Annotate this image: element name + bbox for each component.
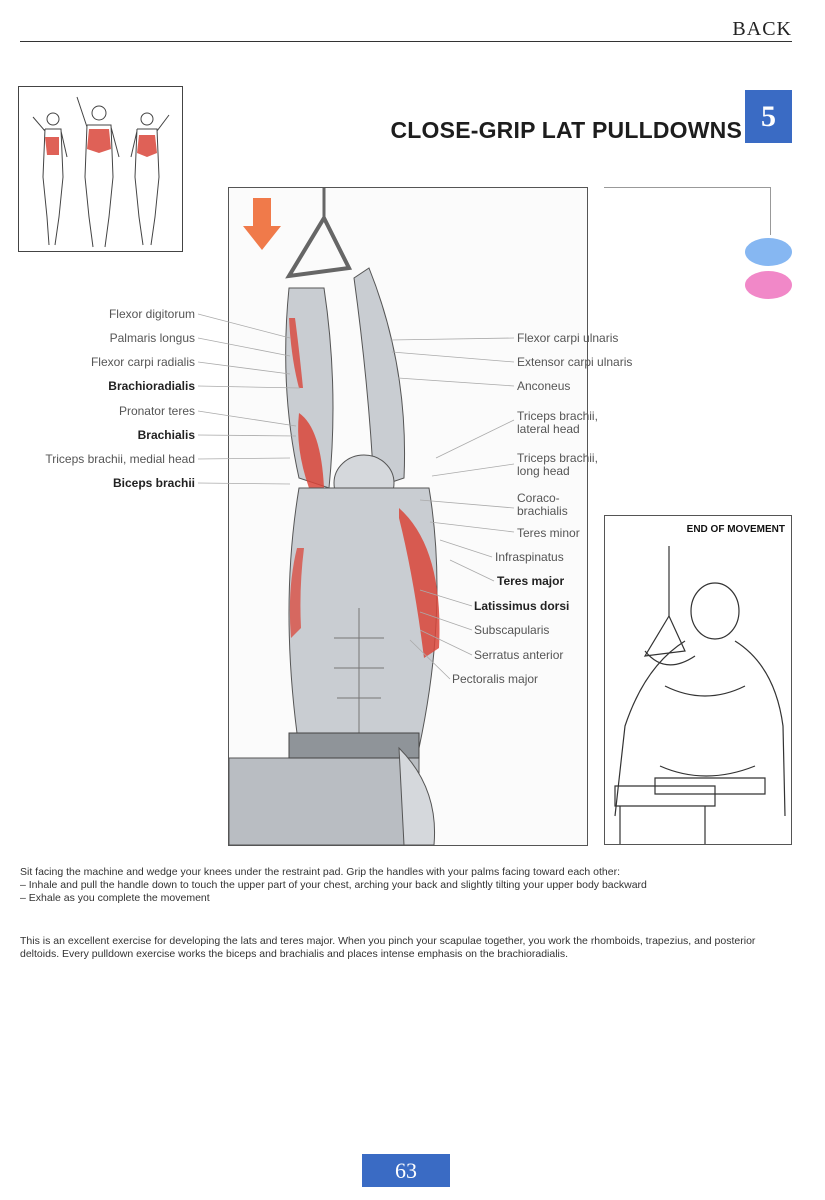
label-extensor-carpi-ulnaris: Extensor carpi ulnaris: [517, 355, 633, 369]
exercise-number-badge: 5: [745, 90, 792, 143]
label-triceps-long-1: Triceps brachii,: [517, 451, 598, 465]
label-coracobrachialis-2: brachialis: [517, 504, 568, 518]
description-paragraph: This is an excellent exercise for developing the lats and teres major. When you pinch your scapulae together, you work the rhomboids, trapezius, and posterior deltoids. Every pulldown exercise works the biceps and brachialis and places intense emphasis on the brachioradialis.: [20, 935, 756, 960]
label-flexor-carpi-ulnaris: Flexor carpi ulnaris: [517, 331, 619, 345]
end-of-movement-inset: [604, 515, 792, 845]
pink-legend-dot: [745, 271, 792, 299]
legend-connector-line: [604, 187, 770, 188]
label-infraspinatus: Infraspinatus: [495, 550, 564, 564]
label-flexor-digitorum: Flexor digitorum: [108, 307, 195, 321]
instruction-line-2: – Inhale and pull the handle down to touch the upper part of your chest, arching your back and slightly tilting your upper body backward: [20, 879, 647, 891]
label-triceps-medial-head: Triceps brachii, medial head: [45, 452, 195, 466]
top-rule: [20, 41, 792, 42]
label-pronator-teres: Pronator teres: [118, 404, 195, 418]
label-serratus-anterior: Serratus anterior: [474, 648, 564, 662]
label-triceps-lateral-1: Triceps brachii,: [517, 409, 598, 423]
page-number: 63: [362, 1154, 450, 1187]
label-triceps-long-2: long head: [517, 464, 570, 478]
label-teres-minor: Teres minor: [517, 526, 580, 540]
label-brachioradialis: Brachioradialis: [108, 379, 195, 393]
instruction-line-3: – Exhale as you complete the movement: [20, 892, 210, 904]
label-latissimus-dorsi: Latissimus dorsi: [474, 599, 570, 613]
label-triceps-lateral-2: lateral head: [517, 422, 580, 436]
label-brachialis: Brachialis: [137, 428, 195, 442]
label-coracobrachialis-1: Coraco-: [517, 491, 560, 505]
label-pectoralis-major: Pectoralis major: [452, 672, 539, 686]
exercise-title: CLOSE-GRIP LAT PULLDOWNS: [390, 117, 742, 143]
label-subscapularis: Subscapularis: [474, 623, 550, 637]
anatomy-thumbnail: [18, 86, 183, 252]
legend-connector-vertical: [770, 187, 771, 235]
label-flexor-carpi-radialis: Flexor carpi radialis: [90, 355, 195, 369]
section-label: BACK: [732, 18, 792, 40]
blue-legend-dot: [745, 238, 792, 266]
label-biceps-brachii: Biceps brachii: [112, 476, 195, 490]
end-movement-label: END OF MOVEMENT: [686, 524, 785, 535]
instruction-line-1: Sit facing the machine and wedge your knees under the restraint pad. Grip the handles with your palms facing toward each other:: [20, 866, 621, 878]
label-palmaris-longus: Palmaris longus: [109, 331, 195, 345]
instructions-block: [20, 866, 795, 905]
label-anconeus: Anconeus: [517, 379, 571, 393]
label-teres-major: Teres major: [497, 574, 565, 588]
